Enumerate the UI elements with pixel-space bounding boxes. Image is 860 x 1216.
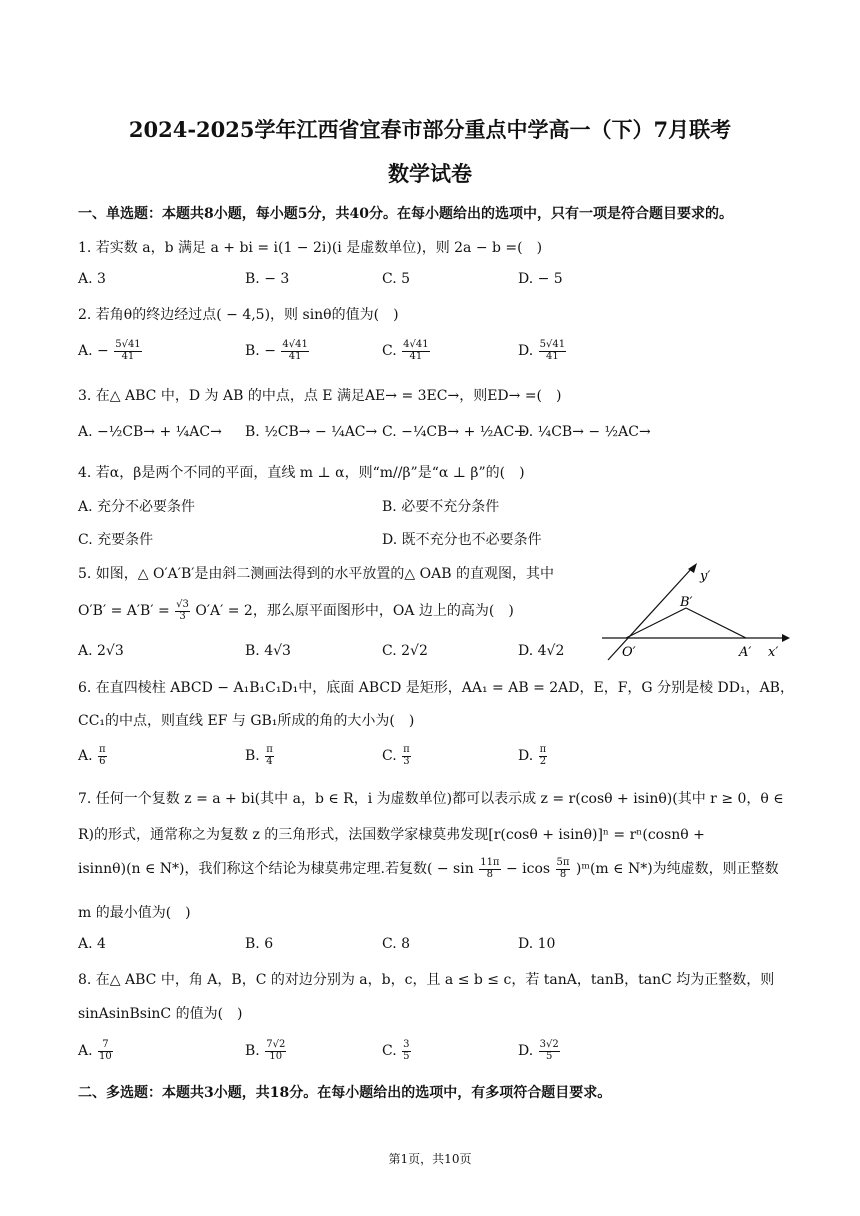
numerator: √3: [176, 599, 189, 610]
denominator: 10: [99, 1050, 112, 1062]
numerator: π: [539, 744, 547, 755]
q7-option-c: C. 8: [382, 936, 411, 952]
q6-option-d: [518, 745, 548, 767]
numerator: 7: [98, 1040, 113, 1052]
q6-option-c-fraction: [402, 745, 411, 767]
denominator: 41: [546, 350, 559, 362]
q8-option-b: [245, 1040, 287, 1062]
q7-option-d: D. 10: [518, 936, 556, 952]
q7-fraction-1: [479, 858, 500, 880]
q2-option-c-fraction: [402, 340, 429, 362]
q6-option-a-label: A.: [78, 748, 93, 764]
page-footer: 第1页，共10页: [388, 1152, 472, 1166]
q4-option-c: C. 充要条件: [78, 532, 154, 548]
q6-option-b: [245, 745, 275, 767]
q6-option-b-label: B.: [245, 748, 260, 764]
numerator: 3: [403, 1039, 410, 1050]
exam-subtitle: 数学试卷: [388, 161, 472, 186]
segment-ob: [626, 608, 686, 638]
q5-option-a: A. 2√3: [78, 643, 124, 659]
denominator: 10: [269, 1050, 283, 1062]
q8-option-c-fraction: [402, 1040, 410, 1062]
x-axis-arrow: [782, 634, 790, 642]
numerator: π: [266, 744, 273, 755]
q5-stem-part-b: O′A′ = 2，那么原平面图形中，OA 边上的高为( ): [195, 603, 514, 619]
q6-option-b-fraction: [265, 745, 274, 767]
q5-oblique-diagram: [600, 560, 790, 662]
denominator: 2: [539, 755, 547, 767]
denominator: 41: [409, 350, 423, 362]
numerator: 3√2: [539, 1039, 559, 1050]
numerator: 4√41: [282, 339, 308, 350]
q2-option-d: [518, 340, 567, 362]
q3-option-d: D. ¼CB→ − ½AC→: [518, 424, 651, 440]
numerator: 5√41: [115, 339, 141, 350]
q7-fraction-2: [556, 858, 571, 880]
q7-stem-line1: 7. 任何一个复数 z = a + bi(其中 a，b ∈ R，i 为虚数单位)都可以表示成 z = r(cosθ + isinθ)(其中 r ≥ 0，θ ∈: [78, 791, 784, 807]
q8-stem-line1: 8. 在△ ABC 中，角 A，B，C 的对边分别为 a，b，c，且 a ≤ b ≤ c，若 tanA，tanB，tanC 均为正整数，则: [78, 972, 775, 988]
q2-option-b-label: B. −: [245, 343, 276, 359]
q4-stem: 4. 若α，β是两个不同的平面，直线 m ⊥ α，则“m//β”是“α ⊥ β”的( ): [78, 465, 525, 481]
section-2-header: 二、多选题：本题共3小题，共18分。在每小题给出的选项中，有多项符合题目要求。: [78, 1085, 612, 1101]
q5-option-c: C. 2√2: [382, 643, 428, 659]
label-o: O′: [622, 645, 636, 660]
q7-option-b: B. 6: [245, 936, 274, 952]
exam-title: 2024-2025学年江西省宜春市部分重点中学高一（下）7月联考: [128, 117, 732, 142]
section-1-header: 一、单选题：本题共8小题，每小题5分，共40分。在每小题给出的选项中，只有一项是符合题目要求的。: [78, 206, 733, 222]
q8-option-d-fraction: [539, 1040, 560, 1062]
q3-option-b: B. ½CB→ − ¼AC→: [245, 424, 378, 440]
q8-option-c: [382, 1040, 412, 1062]
q8-stem-line2: sinAsinBsinC 的值为( ): [78, 1006, 243, 1022]
q3-option-c: C. −¼CB→ + ½AC→: [382, 424, 526, 440]
q7-stem-line3: [78, 858, 779, 880]
denominator: 41: [121, 350, 135, 362]
numerator: 7√2: [266, 1039, 286, 1050]
q2-option-a-label: A. −: [78, 343, 109, 359]
q7-stem3-part-a: isinnθ)(n ∈ N*)，我们称这个结论为棣莫弗定理.若复数( − sin: [78, 861, 474, 877]
q2-option-c-label: C.: [382, 343, 397, 359]
label-b: B′: [680, 595, 693, 610]
numerator: 5π: [556, 857, 570, 868]
q1-option-b: B. − 3: [245, 271, 290, 287]
label-x: x′: [768, 645, 779, 660]
q6-stem-line2: CC₁的中点，则直线 EF 与 GB₁所成的角的大小为( ): [78, 713, 415, 729]
q6-option-a: [78, 745, 108, 767]
q8-option-b-label: B.: [245, 1043, 260, 1059]
numerator: 11π: [480, 857, 500, 868]
q7-stem3-part-c: )ᵐ(m ∈ N*)为纯虚数，则正整数: [575, 861, 779, 877]
q1-option-c: C. 5: [382, 271, 411, 287]
denominator: 41: [288, 350, 302, 362]
q5-stem-line1: 5. 如图，△ O′A′B′是由斜二测画法得到的水平放置的△ OAB 的直观图，其中: [78, 566, 554, 582]
q6-option-d-fraction: [539, 745, 548, 767]
denominator: 4: [266, 755, 273, 767]
q8-option-a: [78, 1040, 114, 1062]
q8-option-a-fraction: [98, 1040, 113, 1062]
q5-stem-line2: [78, 600, 514, 622]
segment-ba: [686, 608, 746, 638]
q8-option-a-label: A.: [78, 1043, 93, 1059]
denominator: 3: [403, 755, 410, 767]
q6-option-d-label: D.: [518, 748, 534, 764]
q2-option-b: [245, 340, 310, 362]
q4-option-d: D. 既不充分也不必要条件: [382, 532, 542, 548]
q8-option-c-label: C.: [382, 1043, 397, 1059]
q8-option-d-label: D.: [518, 1043, 534, 1059]
q2-stem: 2. 若角θ的终边经过点( − 4,5)，则 sinθ的值为( ): [78, 307, 399, 323]
q4-option-a: A. 充分不必要条件: [78, 499, 196, 515]
denominator: 5: [546, 1050, 553, 1062]
q7-option-a: A. 4: [78, 936, 106, 952]
q4-option-b: B. 必要不充分条件: [382, 499, 500, 515]
q8-option-b-fraction: [265, 1040, 286, 1062]
y-axis: [608, 568, 692, 660]
q2-option-d-fraction: [539, 340, 566, 362]
q1-stem: 1. 若实数 a，b 满足 a + bi = i(1 − 2i)(i 是虚数单位)，则 2a − b =( ): [78, 240, 543, 256]
q6-option-a-fraction: [98, 745, 107, 767]
q7-stem-line4: m 的最小值为( ): [78, 905, 191, 921]
q5-stem-fraction: [175, 600, 190, 622]
denominator: 8: [486, 868, 494, 880]
numerator: π: [403, 744, 410, 755]
q5-option-d: D. 4√2: [518, 643, 565, 659]
q2-option-a: [78, 340, 143, 362]
q3-stem: 3. 在△ ABC 中，D 为 AB 的中点，点 E 满足AE→ = 3EC→，则ED→ =( ): [78, 388, 562, 404]
q1-option-a: A. 3: [78, 271, 106, 287]
q8-option-d: [518, 1040, 561, 1062]
q5-option-b: B. 4√3: [245, 643, 291, 659]
numerator: 4√41: [403, 339, 429, 350]
q1-option-d: D. − 5: [518, 271, 563, 287]
denominator: 6: [99, 755, 106, 767]
q6-stem-line1: 6. 在直四棱柱 ABCD − A₁B₁C₁D₁中，底面 ABCD 是矩形，AA₁ = AB = 2AD，E，F，G 分别是棱 DD₁，AB，: [78, 680, 794, 696]
q2-option-b-fraction: [281, 340, 308, 362]
q2-option-d-label: D.: [518, 343, 534, 359]
q3-option-a: A. −½CB→ + ¼AC→: [78, 424, 222, 440]
q2-option-a-fraction: [114, 340, 141, 362]
label-a: A′: [739, 645, 752, 660]
numerator: 5√41: [539, 339, 566, 350]
label-y: y′: [700, 569, 711, 584]
q5-stem-part-a: O′B′ = A′B′ =: [78, 603, 170, 619]
denominator: 8: [559, 868, 567, 880]
numerator: π: [99, 744, 106, 755]
q7-stem3-part-b: − icos: [505, 861, 551, 877]
denominator: 5: [403, 1050, 410, 1062]
q7-stem-line2: R)的形式，通常称之为复数 z 的三角形式，法国数学家棣莫弗发现[r(cosθ + isinθ)]ⁿ = rⁿ(cosnθ +: [78, 827, 705, 843]
q6-option-c: [382, 745, 412, 767]
q6-option-c-label: C.: [382, 748, 397, 764]
q2-option-c: [382, 340, 431, 362]
denominator: 3: [179, 610, 186, 622]
